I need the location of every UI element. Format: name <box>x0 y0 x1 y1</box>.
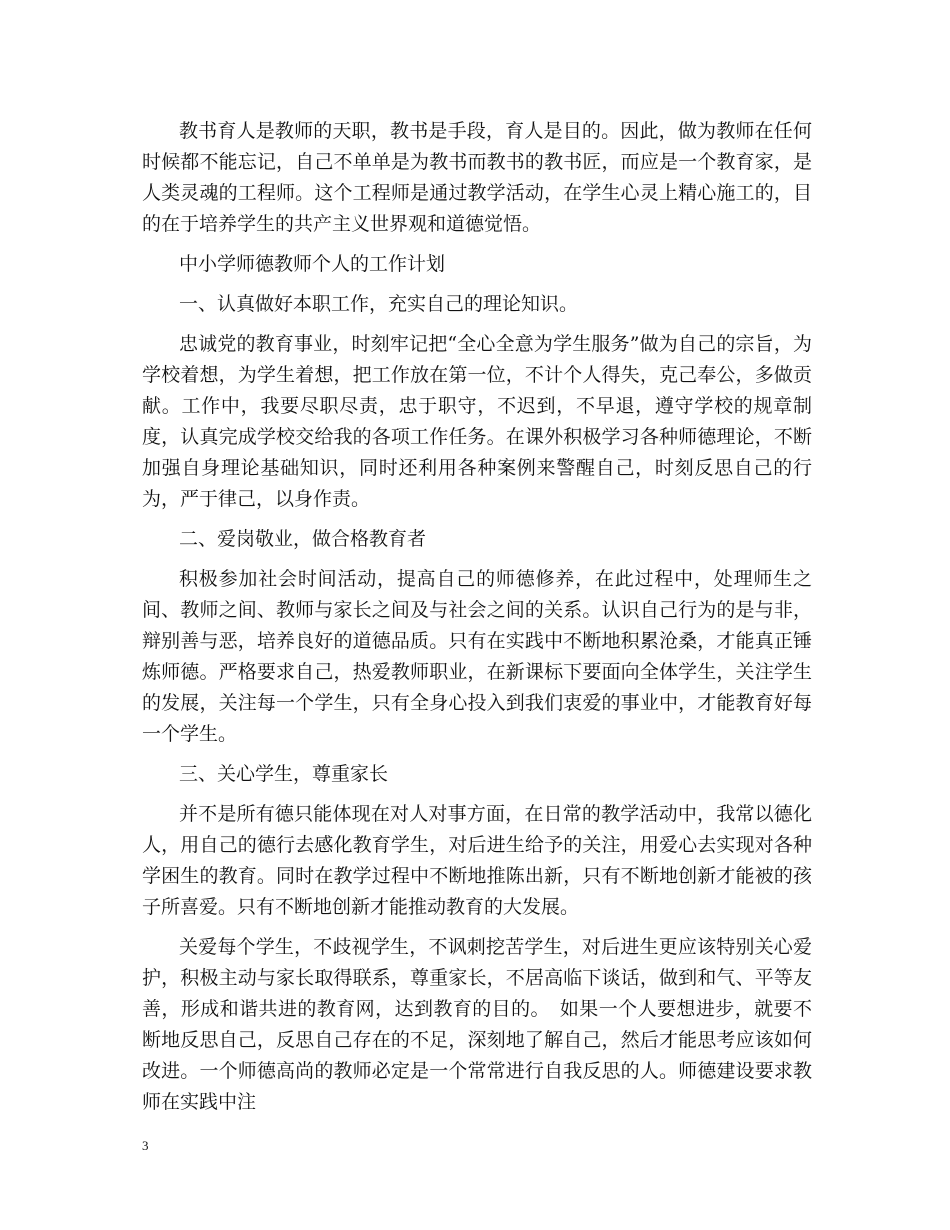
paragraph: 积极参加社会时间活动，提高自己的师德修养，在此过程中，处理师生之间、教师之间、教师与家长之间及与社会之间的关系。认识自己行为的是与非，辩别善与恶，培养良好的道德品质。只有在实践中不断地积累沧桑，才能真正锤炼师德。严格要求自己，热爱教师职业，在新课标下要面向全体学生，关注学生的发展，关注每一个学生，只有全身心投入到我们衷爱的事业中，才能教育好每一个学生。 <box>142 568 812 745</box>
paragraph: 教书育人是教师的天职，教书是手段，育人是目的。因此，做为教师在任何时候都不能忘记，自己不单单是为教书而教书的教书匠，而应是一个教育家，是人类灵魂的工程师。这个工程师是通过教学活动，在学生心灵上精心施工的，目的在于培养学生的共产主义世界观和道德觉悟。 <box>142 120 812 235</box>
paragraph: 忠诚党的教育事业，时刻牢记把“全心全意为学生服务”做为自己的宗旨，为学校着想，为学生着想，把工作放在第一位，不计个人得失，克己奉公，多做贡献。工作中，我要尽职尽责，忠于职守，不迟到，不早退，遵守学校的规章制度，认真完成学校交给我的各项工作任务。在课外积极学习各种师德理论，不断加强自身理论基础知识，同时还利用各种案例来警醒自己，时刻反思自己的行为，严于律己，以身作责。 <box>142 333 812 510</box>
section-title: 中小学师德教师个人的工作计划 <box>179 253 446 275</box>
page-number: 3 <box>142 1138 149 1153</box>
section-heading: 一、认真做好本职工作，充实自己的理论知识。 <box>179 293 579 315</box>
paragraph: 并不是所有德只能体现在对人对事方面，在日常的教学活动中，我常以德化人，用自己的德行去感化教育学生，对后进生给予的关注，用爱心去实现对各种学困生的教育。同时在教学过程中不断地推陈出新，只有不断地创新才能被的孩子所喜爱。只有不断地创新才能推动教育的大发展。 <box>142 803 812 918</box>
document-body <box>142 116 812 1127</box>
section-heading: 二、爱岗敬业，做合格教育者 <box>179 528 427 550</box>
paragraph: 关爱每个学生，不歧视学生，不讽刺挖苦学生，对后进生更应该特别关心爱护，积极主动与家长取得联系，尊重家长，不居高临下谈话，做到和气、平等友善，形成和谐共进的教育网，达到教育的目的。 如果一个人要想进步，就要不断地反思自己，反思自己存在的不足，深刻地了解自己，然后才能思考应该如何改进。一个师德高尚的教师必定是一个常常进行自我反思的人。师德建设要求教师在实践中注 <box>142 936 812 1113</box>
section-heading: 三、关心学生，尊重家长 <box>179 763 389 785</box>
